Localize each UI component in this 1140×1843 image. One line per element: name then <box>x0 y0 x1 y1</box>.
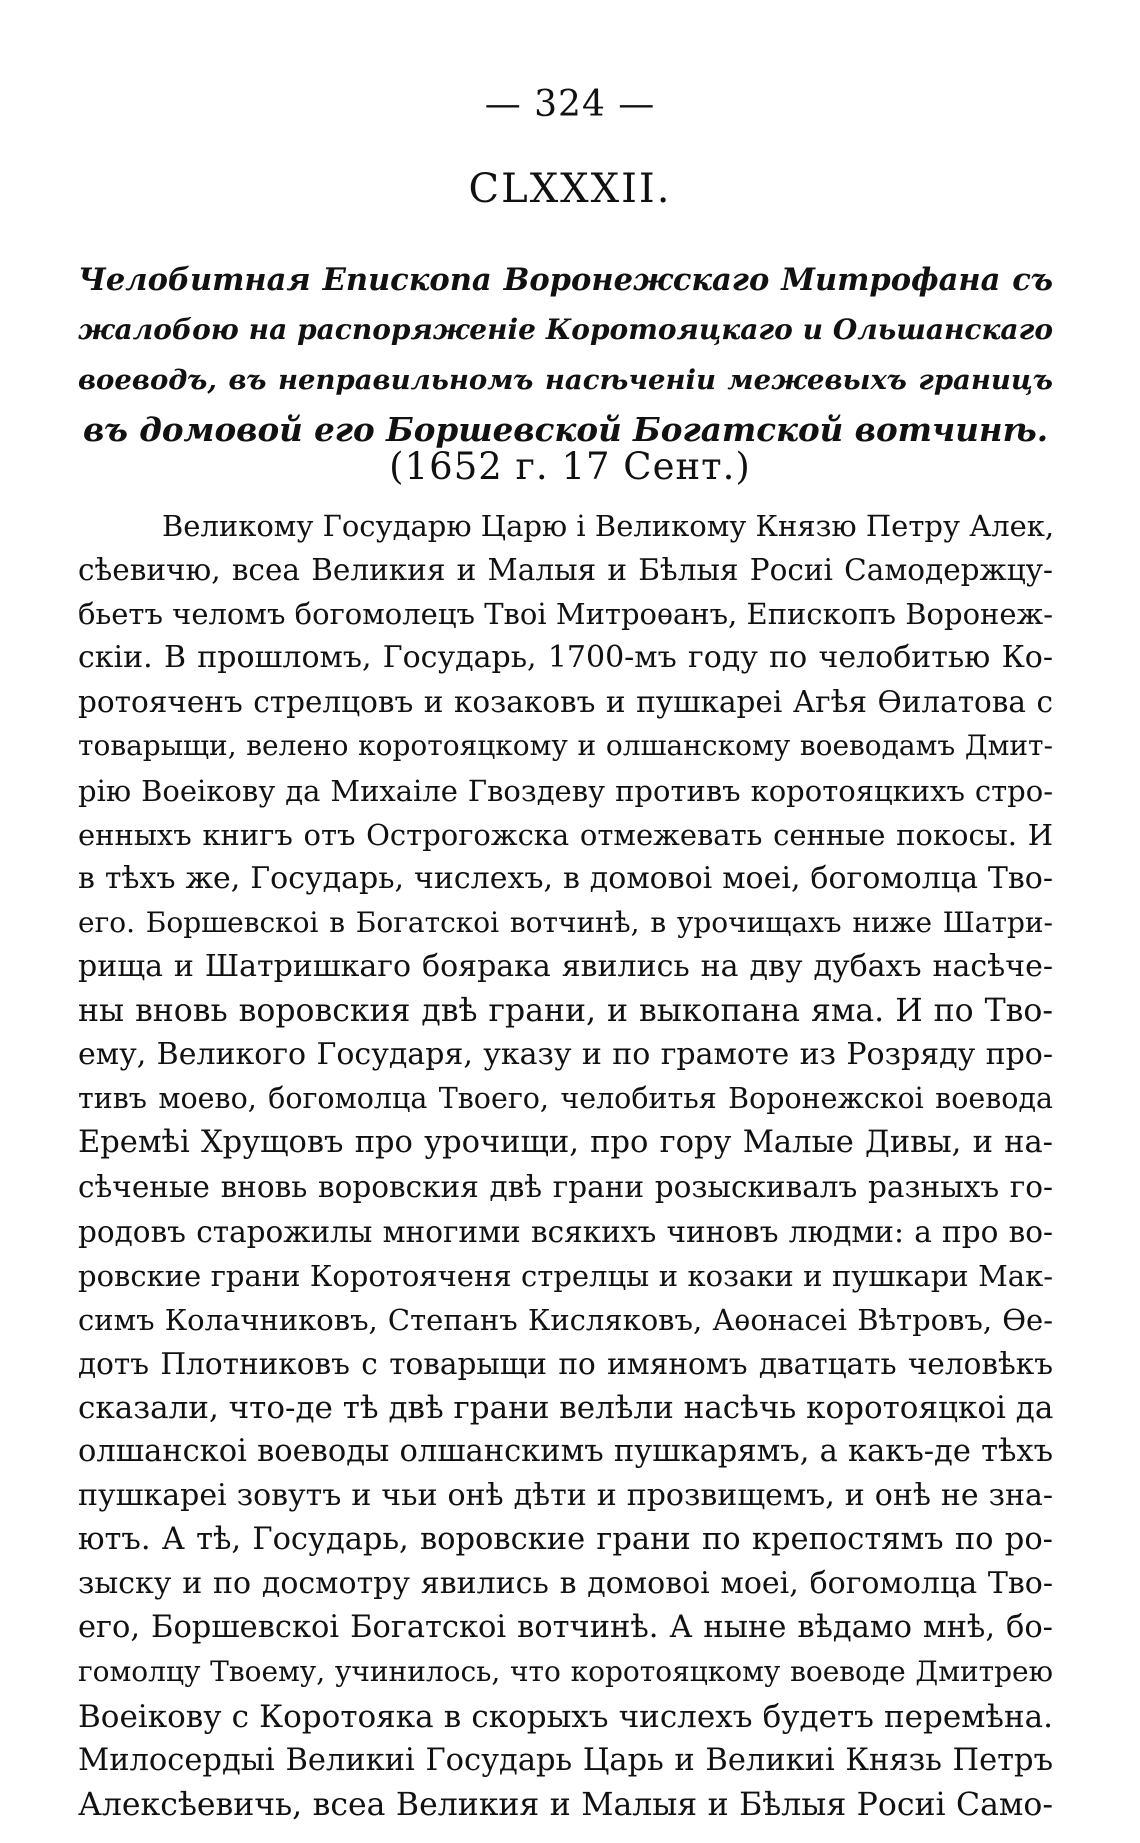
body-line: его. Боршевскоі в Богатскоі вотчинѣ, в урочищахъ ниже Шатри- <box>78 905 1053 939</box>
body-line: тивъ моево, богомолца Твоего, челобитья Воронежскоі воевода <box>78 1082 1053 1116</box>
document-title <box>78 255 1053 455</box>
body-line: Милосердыі Великиі Государь Царь и Великиі Князь Петръ <box>78 1742 1053 1778</box>
body-line: дотъ Плотниковъ с товарыщи по имяномъ дватцать человѣкъ <box>78 1346 1053 1381</box>
body-line: сѣченые вновь воровския двѣ грани розыскивалъ разныхъ го- <box>78 1170 1053 1205</box>
body-line: Алексѣевичь, всеа Великия и Малыя и Бѣлыя Росиі Само- <box>78 1786 1053 1823</box>
title-line: въ домовой его Боршевской Богатской вотчинѣ. <box>82 410 1049 449</box>
body-line: ны вновь воровския двѣ грани, и выкопана яма. И по Тво- <box>78 993 1053 1030</box>
body-line: в тѣхъ же, Государь, числехъ, в домовоі моеі, богомолца Тво- <box>78 860 1053 896</box>
body-line: бьетъ челомъ богомолецъ Твоі Митроѳанъ, Епископъ Воронеж- <box>78 597 1053 632</box>
body-line: родовъ старожилы многими всякихъ чиновъ людми: а про во- <box>78 1214 1053 1249</box>
body-line: ротояченъ стрелцовъ и козаковъ и пушкареі Агѣя Ѳилатова с <box>78 685 1053 720</box>
body-line: рію Воеікову да Михаіле Гвоздеву противъ коротояцкихъ стро- <box>78 773 1053 808</box>
body-line: ровские грани Коротояченя стрелцы и козаки и пушкари Мак- <box>78 1258 1053 1293</box>
page-number: — 324 — <box>484 84 656 125</box>
body-line: гомолцу Твоему, учинилось, что коротояцкому воеводе Дмитрею <box>78 1655 1053 1689</box>
title-line: жалобою на распоряженіе Коротояцкаго и Ольшанскаго <box>78 313 1053 346</box>
body-line: ему, Великого Государя, указу и по грамоте из Розряду про- <box>78 1037 1053 1073</box>
body-text <box>78 504 1053 1827</box>
body-line: олшанскоі воеводы олшанскимъ пушкарямъ, а какъ-де тѣхъ <box>78 1433 1053 1469</box>
body-line: товарыщи, велено коротояцкому и олшанскому воеводамъ Дмит- <box>78 729 1053 763</box>
body-line: зыску и по досмотру явились в домовоі моеі, богомолца Тво- <box>78 1566 1053 1602</box>
body-line: пушкареі зовутъ и чьи онѣ дѣти и прозвищемъ, и онѣ не зна- <box>78 1478 1053 1514</box>
body-line: симъ Колачниковъ, Степанъ Кисляковъ, Аѳонасеі Вѣтровъ, Ѳе- <box>78 1302 1053 1337</box>
body-line: ютъ. А тѣ, Государь, воровские грани по крепостямъ по ро- <box>78 1522 1053 1558</box>
body-line: скіи. В прошломъ, Государь, 1700-мъ году по челобитью Ко- <box>78 640 1053 676</box>
body-line: сказали, что-де тѣ двѣ грани велѣли насѣчь коротояцкоі да <box>78 1389 1054 1426</box>
body-line: сѣевичю, всеа Великия и Малыя и Бѣлыя Росиі Самодержцу- <box>78 553 1053 588</box>
body-line: енныхъ книгъ отъ Острогожска отмежевать сенные покосы. И <box>78 817 1053 852</box>
body-line: рища и Шатришкаго бояракa явились на дву дубахъ насѣче- <box>78 948 1053 984</box>
document-date: (1652 г. 17 Сент.) <box>389 445 751 488</box>
title-line: Челобитная Епископа Воронежскаго Митрофана съ <box>78 262 1053 298</box>
body-line: его, Боршевскоі Богатскоі вотчинѣ. А ныне вѣдамо мнѣ, бо- <box>78 1610 1053 1646</box>
body-line: Великому Государю Царю і Великому Князю Петру Алек, <box>162 509 1055 543</box>
document-number: CLXXXII. <box>468 166 672 212</box>
body-line: Еремѣі Хрущовъ про урочищи, про гору Малые Дивы, и на- <box>78 1125 1053 1161</box>
body-line: Воеікову с Коротояка в скорыхъ числехъ будетъ перемѣна. <box>78 1698 1053 1735</box>
title-line: воеводъ, въ неправильномъ насѣченіи межевыхъ границъ <box>78 364 1053 396</box>
